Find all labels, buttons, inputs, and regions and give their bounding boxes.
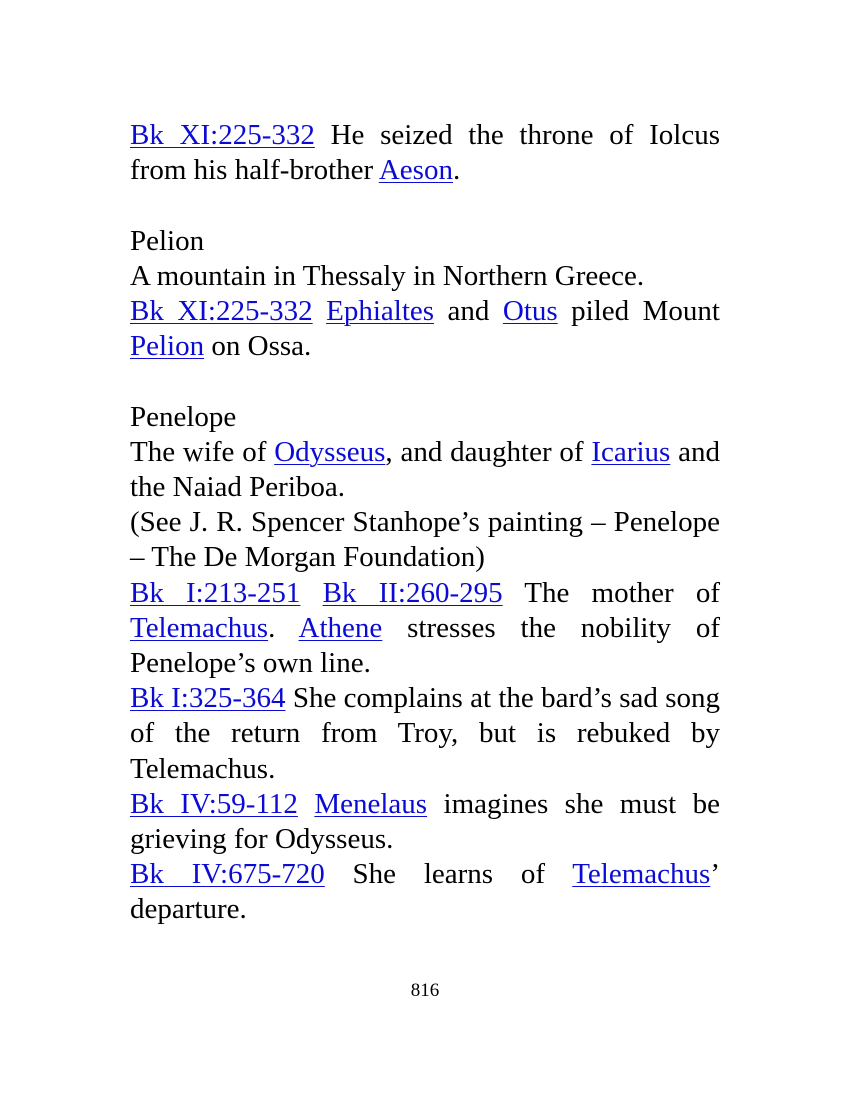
reference-link[interactable]: Telemachus bbox=[130, 611, 269, 644]
text-run: The wife of bbox=[130, 435, 275, 468]
reference-link[interactable]: Odysseus bbox=[274, 435, 386, 468]
paragraph bbox=[130, 505, 720, 575]
paragraph bbox=[130, 681, 720, 787]
reference-link[interactable]: Bk XI:225-332 bbox=[130, 295, 313, 327]
reference-link[interactable]: Menelaus bbox=[314, 787, 428, 820]
reference-link[interactable]: Bk XI:225-332 bbox=[130, 119, 315, 151]
page-number: 816 bbox=[410, 980, 440, 1001]
reference-link[interactable]: Icarius bbox=[591, 435, 671, 468]
reference-link[interactable]: Bk II:260-295 bbox=[322, 576, 503, 609]
text-run: , and daughter of bbox=[385, 435, 592, 468]
text-run: He seized the throne of Iolcus from his half-brother bbox=[130, 119, 720, 187]
text-run: and bbox=[434, 295, 503, 327]
document-body bbox=[130, 118, 720, 928]
text-run bbox=[298, 788, 314, 820]
reference-link[interactable]: Otus bbox=[502, 295, 558, 327]
text-run: The mother of bbox=[502, 576, 720, 609]
paragraph-spacer bbox=[130, 364, 720, 399]
reference-link[interactable]: Aeson bbox=[378, 154, 453, 187]
text-run bbox=[300, 577, 322, 609]
text-run: Pelion bbox=[130, 224, 205, 257]
text-run: . bbox=[452, 154, 461, 187]
paragraph bbox=[130, 787, 720, 857]
text-run: imagines she must be grieving for Odysseus. bbox=[130, 787, 720, 856]
text-run: (See J. R. Spencer Stanhope’s painting – Penelope – The De Morgan Foundation) bbox=[130, 506, 720, 574]
text-run: piled Mount bbox=[557, 295, 720, 327]
paragraph bbox=[130, 118, 720, 188]
paragraph bbox=[130, 857, 720, 927]
text-run: and the Naiad Periboa. bbox=[130, 435, 720, 503]
reference-link[interactable]: Pelion bbox=[130, 330, 205, 363]
text-run: on Ossa. bbox=[204, 330, 312, 363]
text-run: A mountain in Thessaly in Northern Greece. bbox=[130, 259, 645, 292]
reference-link[interactable]: Bk IV:675-720 bbox=[130, 858, 325, 891]
reference-link[interactable]: Ephialtes bbox=[326, 295, 435, 327]
text-run: stresses the nobility of Penelope’s own line. bbox=[130, 611, 720, 680]
reference-link[interactable]: Athene bbox=[298, 611, 383, 644]
entry-heading bbox=[130, 400, 720, 435]
text-run: ’ departure. bbox=[130, 858, 720, 926]
text-run: She complains at the bard’s sad song of the return from Troy, but is rebuked by Telemachus. bbox=[130, 682, 720, 785]
reference-link[interactable]: Bk I:213-251 bbox=[130, 576, 301, 609]
paragraph bbox=[130, 576, 720, 682]
reference-link[interactable]: Bk I:325-364 bbox=[130, 682, 286, 715]
reference-link[interactable]: Telemachus bbox=[572, 858, 711, 891]
text-run: She learns of bbox=[324, 858, 573, 891]
paragraph bbox=[130, 435, 720, 505]
reference-link[interactable]: Bk IV:59-112 bbox=[130, 787, 298, 820]
paragraph-spacer bbox=[130, 188, 720, 223]
entry-heading bbox=[130, 224, 720, 259]
text-run: Penelope bbox=[130, 400, 237, 433]
text-run: . bbox=[268, 611, 299, 644]
paragraph bbox=[130, 294, 720, 364]
text-run bbox=[313, 295, 326, 327]
paragraph bbox=[130, 259, 720, 294]
